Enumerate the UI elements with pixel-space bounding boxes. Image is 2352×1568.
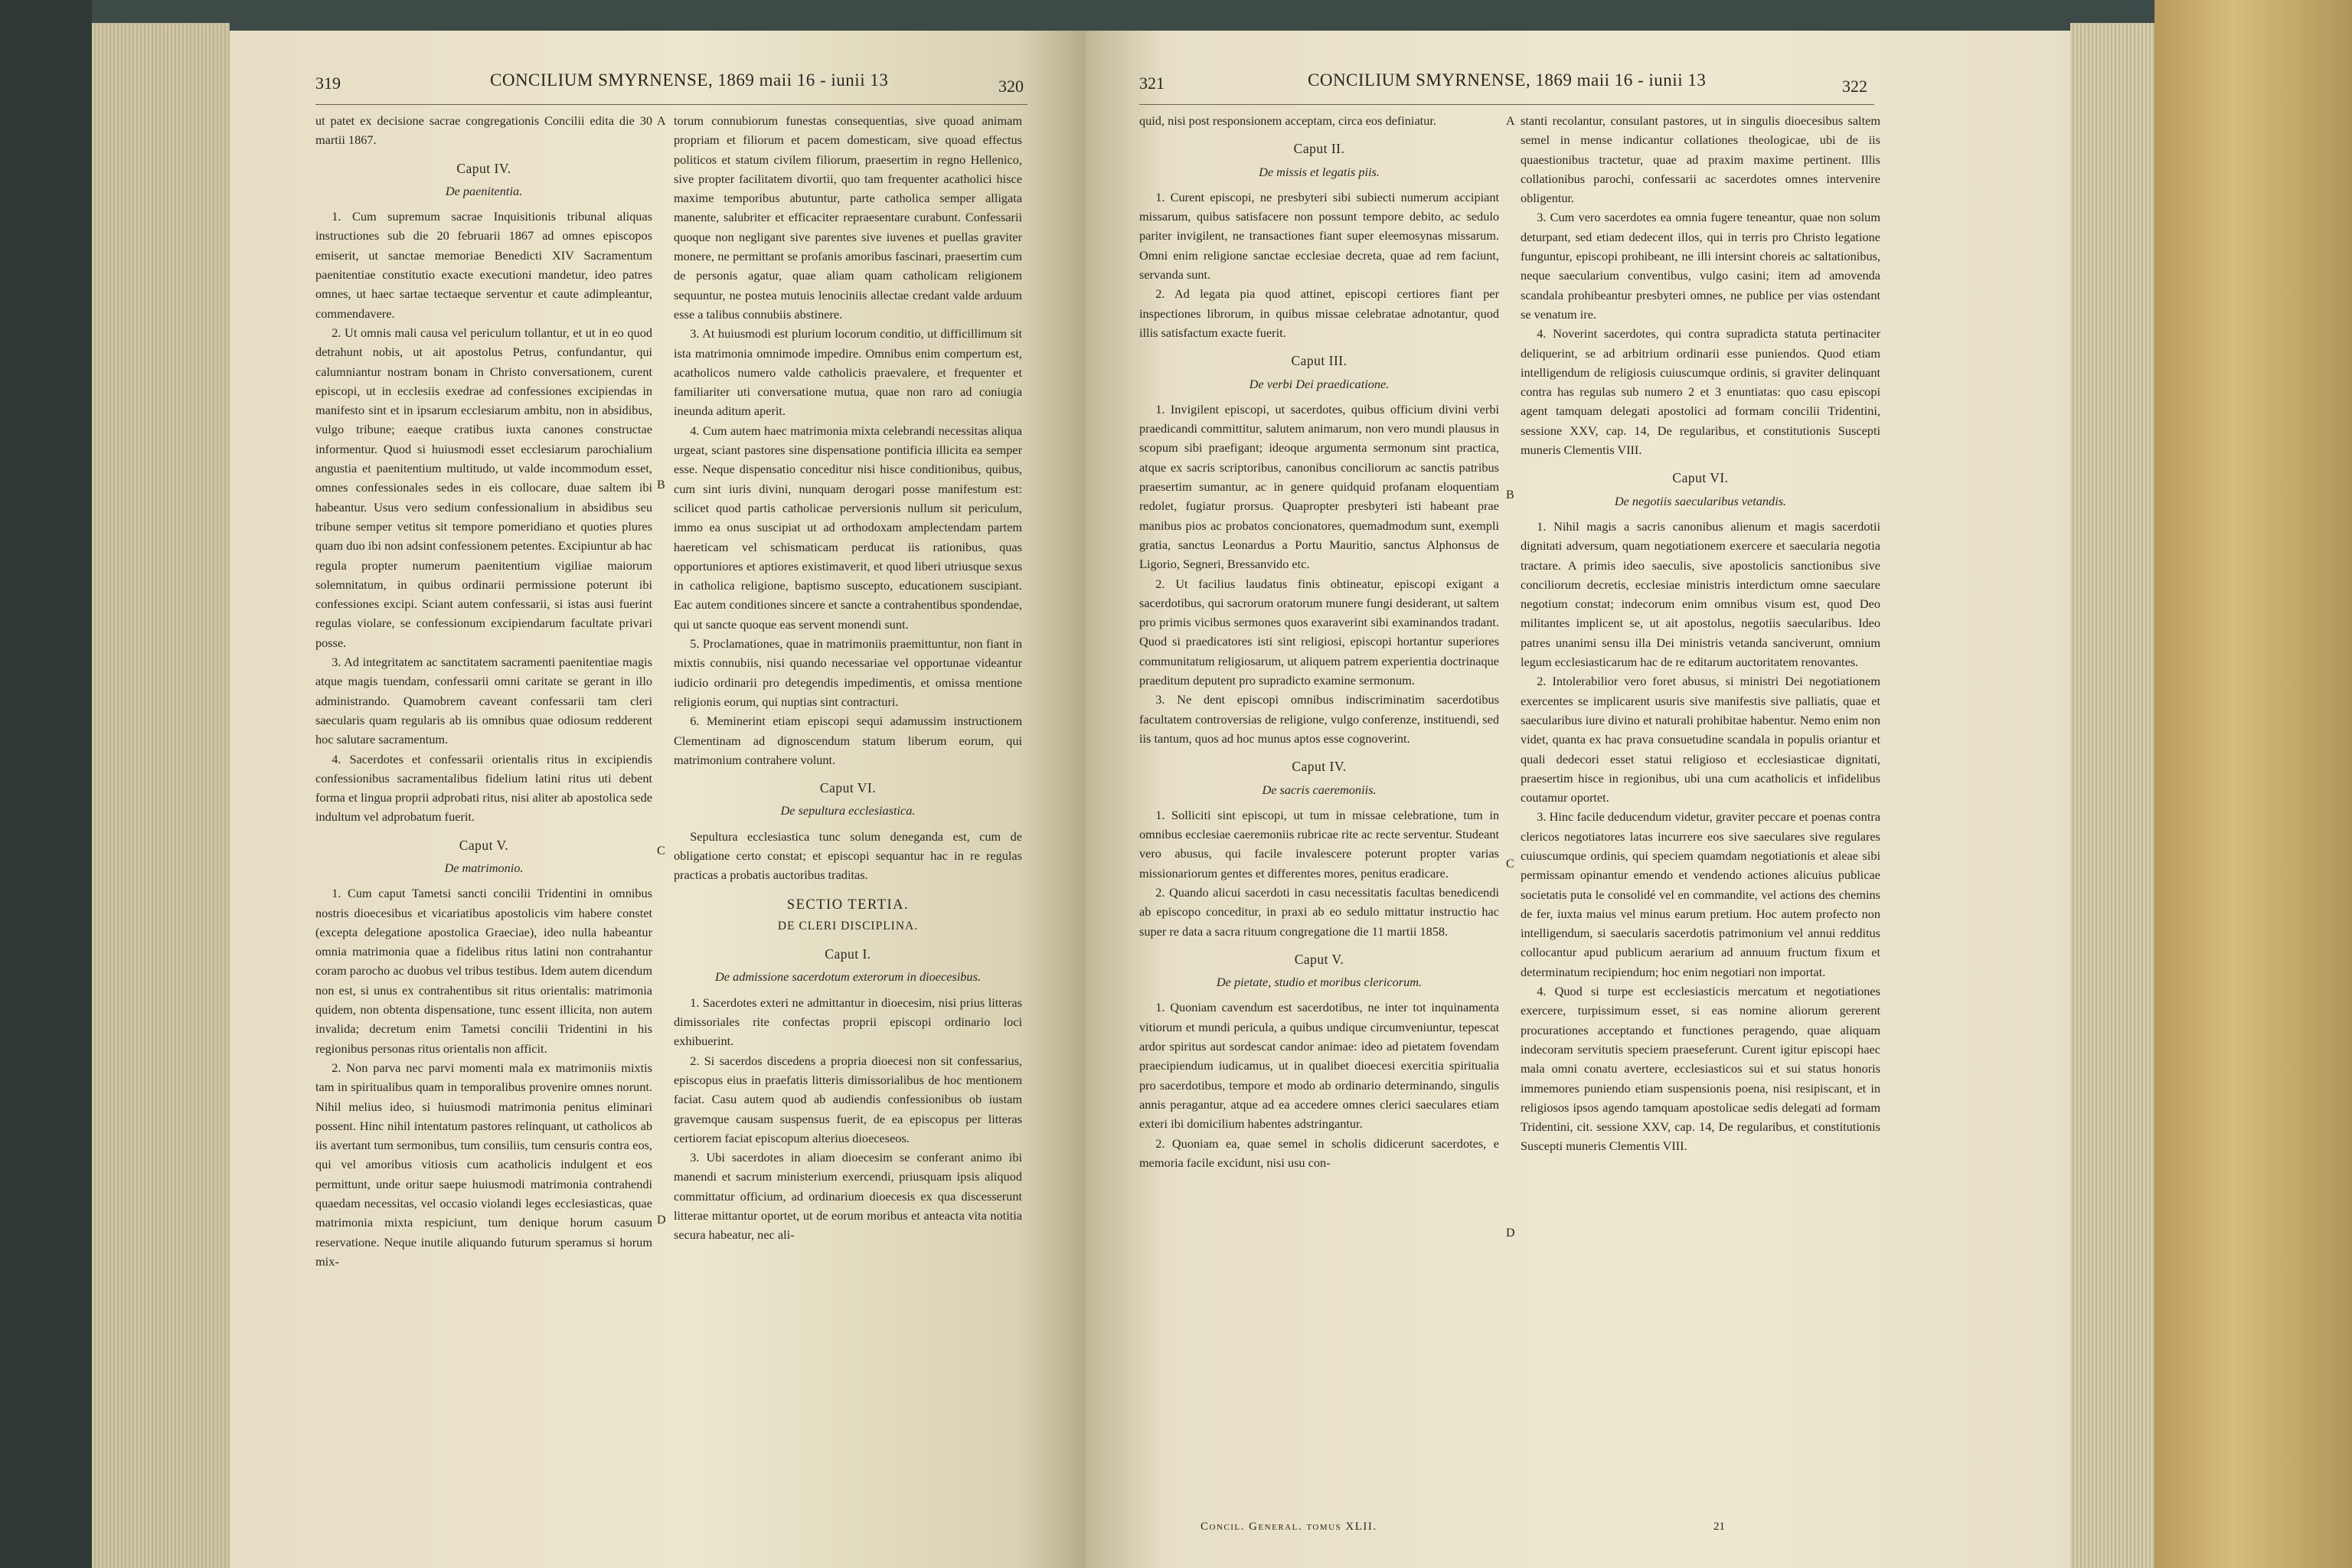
background-left [0,0,92,1568]
paragraph: 2. Intolerabilior vero foret abusus, si ministri Dei negotiationem exercentes se implicarent usuris sive manifestis sive palliatis, quae et saecularibus iure divino et naturali prohibitae habentur. Nemo enim non videt, quanta ex hac prava consuetudine scandala in populis oriantur et quali dedecori esset statui religioso et ecclesiasticae dignitati, praesertim hisce in regionibus, ubi una cum acatholicis et infidelibus coutamur oportet. [1521,674,1880,805]
signature-number: 21 [1713,1521,1725,1533]
paragraph: 2. Si sacerdos discedens a propria dioecesi non sit confessarius, episcopus eius in praefatis litteris dimissorialibus de hoc mentionem faciat. Casu autem quod ab audiendis confessionibus ob iustam gravemque causam suspensus fuerit, de ea episcopus per litteras certiorem faciat episcopum alterius dioeceseos. [674,1053,1022,1145]
paragraph: 2. Quoniam ea, quae semel in scholis didicerunt sacerdotes, e memoria facile excidunt, nisi usu con- [1139,1135,1499,1170]
margin-letter-a: A [1506,115,1515,128]
caput-subtitle: De missis et legatis piis. [1259,164,1380,179]
left-page [230,31,1086,1568]
paragraph: 2. Ut omnis mali causa vel periculum tollantur, et ut in eo quod detrahunt nobis, ut ait apostolus Petrus, confundantur, qui calumniantur nostram bonam in Christo conversationem, curent episcopi, ut in ecclesiis exedrae ad confessiones excipiendas in manifesto sint et in ipsarum ecclesiarum ambitu, non in absidibus, vulgo tribune; eaeque cratibus iuxta canones constructae informentur. Quod si huiusmodi esset ecclesiarum parochialium angustia et paenitentium multitudo, ut valde incommodum esset, omnes confessionales sedes in eis collocare, duae saltem ibi habeantur. Usus vero sedium confessionalium in absidibus seu tribune semper vetitus sit tempore pomeridiano et quoties plures quam duo ibi non adsint confessionem petentes. Excipiuntur ab hac regula propter numerum paenitentium vigiliae maiorum solemnitatum, in quibus ordinarii permissione poterunt ibi confessiones excipi. Sciant autem confessarii, si istas ausi fuerint regulas violare, se confessionum excipiendarum facultate privari posse. [315,325,652,650]
paragraph: 1. Quoniam cavendum est sacerdotibus, ne inter tot inquinamenta vitiorum et mundi pericula, a quibus undique circumveniuntur, tepescat ardor spiritus aut sordescat candor animae: ideo ad pietatem fovendam praecipiendum iudicamus, ut in qualibet dioecesi exercitia spiritualia pro sacerdotibus, tempore et modo ab ordinario determinando, singulis annis peragantur, atque ad ea accedere omnes clerici saeculares etiam exteri ibi domicilium habentes adstringantur. [1139,1000,1499,1132]
caput-subtitle: De matrimonio. [444,860,524,875]
caput-heading: Caput V. [459,837,509,853]
paragraph: 1. Solliciti sint episcopi, ut tum in missae celebratione, tum in omnibus ecclesiae caeremoniis rubricae rite ac recte serventur. Studeant vero abusus, qui facile invalescere poterunt propter varias missionariorum gentes et differentes mores, penitus eradicare. [1139,807,1499,880]
margin-letter-c: C [1506,858,1514,871]
caput-heading: Caput I. [825,946,871,962]
caput-subtitle: De admissione sacerdotum exterorum in dioecesibus. [715,969,981,985]
caput-heading: Caput VI. [819,780,877,796]
paragraph: ut patet ex decisione sacrae congregationis Concilii edita die 30 martii 1867. [315,113,652,148]
paragraph: 1. Cum supremum sacrae Inquisitionis tribunal aliquas instructiones sub die 20 februarii 1867 ad omnes episcopos emiserit, ut sanctae memoriae Benedicti XIV Sacramentum paenitentiae constitutio exacte executioni mandetur, ideo patres omnes, ut haec sartae tectaeque serventur et caute adimpleantur, commendavere. [315,209,652,321]
paragraph: 4. Cum autem haec matrimonia mixta celebrandi necessitas aliqua urgeat, sciant pastores sine dispensatione pontificia illicita ea semper esse. Neque dispensatio conceditur nisi hisce conditionibus, quibus, cum sint iuris divini, nunquam derogari posse manifestum est: scilicet quod partis catholicae perversionis nullum sit periculum, immo ea onus suscipiat ut ad orthodoxam amplectendam partem haereticam vel schismaticam perducat iis rationibus, quas opportuniores et aptiores existimaverit, et quod liberi utriusque sexus in catholica religione, baptismo suscepto, educationem suscipiant. Eac autem conditiones sincere et sancte a contrahentibus spondendae, qui ut sancte quoque eas servent monendi sunt. [674,423,1022,632]
sectio-subtitle: DE CLERI DISCIPLINA. [777,919,919,933]
paragraph: stanti recolantur, consulant pastores, ut in singulis dioecesibus saltem semel in mense indicantur collationes theologicae, ubi de iis quaestionibus tractetur, quae ad praxim maxime pertinent. Illis collationibus parochi, confessarii ac sacerdotes omnes intervenire obligentur. [1521,113,1880,206]
left-page-column-2 [674,111,1022,1554]
paragraph: 4. Sacerdotes et confessarii orientalis ritus in excipiendis confessionibus sacramentalibus fidelium latini ritus uti debent forma et lingua proprii adprobati ritus, nisi aliter ab apostolica sede indultum vel adprobatum fuerit. [315,751,652,825]
paragraph: 1. Nihil magis a sacris canonibus alienum et magis sacerdotii dignitati adversum, quam negotiationem exercere et saecularia negotia tractare. A primis ideo saeculis, sive apostolicis sanctionibus sive conciliorum decretis, ecclesiae ministris interdictum omne saeculare negotium constat; indecorum enim omnibus visum est, quod Deo militantes implicent se, ut ait apostolus, negotiis saecularibus. Ideo patres unanimi sensu illa Dei ministris vetanda sanciverunt, omnium legum ecclesiasticarum hac de re editarum auctoritatem renovantes. [1521,518,1880,670]
caput-subtitle: De sacris caeremoniis. [1262,782,1377,797]
paragraph: 3. Ne dent episcopi omnibus indiscriminatim sacerdotibus facultatem controversias de religione, vulgo conferenze, instituendi, sed iis tantum, quos ad hoc munus aptos esse cognoverint. [1139,692,1499,746]
page-edges-left [92,23,230,1568]
paragraph: 2. Ut facilius laudatus finis obtineatur, episcopi exigant a sacerdotibus, qui sacrorum oratorum munere fungi desiderant, ut saltem pro primis vicibus sermones quos exaraverint sibi examinandos tradant. Quod si praedicatores isti sint religiosi, episcopi hortantur superiores communitatum religiosarum, ut aliquem patrem experientia doctrinaque praeditum deputent pro supradicto examine sermonum. [1139,576,1499,688]
margin-letter-b: B [1506,488,1514,501]
sectio-heading: SECTIO TERTIA. [786,897,910,913]
running-head-right: CONCILIUM SMYRNENSE, 1869 maii 16 - iunii 13 [1308,70,1707,90]
paragraph: 4. Noverint sacerdotes, qui contra supradicta statuta pertinaciter deliquerint, se ad arbitrium ordinarii esse puniendos. Quod etiam intelligendum de religiosis cuiuscumque ordinis, si graviter delinquant contra has regulas sub numero 2 et 3 enuntiatas: quo casu episcopi agent tamquam delegati apostolici ad formam concilii Tridentini, sessione XXV, cap. 14, De regularibus, et constitutionis Suscepti muneris Clementis VIII. [1521,326,1880,458]
margin-letter-b: B [657,479,665,492]
paragraph: 6. Meminerint etiam episcopi sequi adamussim instructionem Clementinam ad dignoscendum statum liberum eorum, qui matrimonium contrahere volunt. [674,714,1022,767]
header-rule [1139,104,1874,105]
caput-subtitle: De negotiis saecularibus vetandis. [1614,493,1787,508]
paragraph: 3. Hinc facile deducendum videtur, graviter peccare et poenas contra clericos negotiatores latas incurrere eos sive saeculares sive regulares cuiuscumque ordinis, qui speciem quamdam negotiationis et aleae sibi permissam opinantur emendo et vendendo actiones alicuius publicae societatis puta le consolidé vel en commandite, vel actions des chemins de fer, iuxta maius vel minus earum pretium. Hoc autem profecto non intelligendum, si saecularis sacerdotis patrimonium vel annui redditus collocantur apud publicum aerarium ad annuum fructum fixum et determinatum recipiendum; hoc enim negotiari non importat. [1521,809,1880,979]
paragraph: 5. Proclamationes, quae in matrimoniis praemittuntur, non fiant in mixtis connubiis, nisi quando necessariae vel opportunae videantur iudicio ordinarii pro detegendis impedimentis, et omissa mentione religionis eorum, qui nuptias sint contracturi. [674,636,1022,709]
right-page-column-2 [1521,111,1880,1512]
paragraph: Sepultura ecclesiastica tunc solum deneganda est, cum de obligatione certo constat; et episcopi sequantur hac in re regulas practicas a probatis auctoribus traditas. [674,828,1022,883]
paragraph: 2. Ad legata pia quod attinet, episcopi certiores fiant per inspectiones librorum, in quibus missae celebratae adnotantur, quod illis satisfactum exacte fuerit. [1139,286,1499,340]
paragraph: 3. Ubi sacerdotes in aliam dioecesim se conferant animo ibi manendi et sacrum ministerium exercendi, priusquam ipsis aliquod committatur officium, ad ordinarium dioecesis ex qua discesserunt litterae mittantur oportet, ut de eorum moribus et anteacta vita notitia secura habeatur, nec ali- [674,1150,1022,1243]
page-edges-right [2070,23,2154,1568]
volume-footer: Concil. General. tomus XLII. [1200,1521,1377,1533]
paragraph: 2. Non parva nec parvi momenti mala ex matrimoniis mixtis tam in spiritualibus quam in temporalibus provenire omnes norunt. Nihil melius ideo, si huiusmodi matrimonia penitus eliminari possent. Hinc nihil intentatum pastores relinquant, ut catholicos ab iis avertant tum sermonibus, tum consiliis, tum censuris contra eos, qui vel amoribus vitiosis cum acatholicis indulgent et eos permittunt, unde oritur saepe huiusmodi matrimonia contrahendi quaedam necessitas, vel occasio violandi leges ecclesiasticas, quae matrimonia mixta respiciunt, tum denique horum casuum reservatione. Neque inutile aliquando futurum speramus si horum mix- [315,1060,652,1269]
book-cover-right [2154,0,2352,1568]
caput-heading: Caput IV. [1292,759,1347,775]
margin-letter-c: C [657,844,665,858]
caput-heading: Caput IV. [456,160,511,176]
running-head-left: CONCILIUM SMYRNENSE, 1869 maii 16 - iunii 13 [490,70,889,90]
paragraph: torum connubiorum funestas consequentias, sive quoad animam propriam et filiorum et pacem domesticam, sive quoad effectus politicos et statum civilem filiorum, praesertim in regno Hellenico, sive propter facilitatem divortii, quo tam frequenter acatholici hisce maxime temporibus abutuntur, parte catholica semper alligata manente, salubriter et efficaciter repraesentare curabunt. Confessarii quoque non negligant sive parentes sive iuvenes et puellas graviter monere, ne permittant se profanis amoribus fascinari, praesertim cum de personis agatur, quae aliam quam catholicam religionem sequuntur, ne postea mutuis lenociniis allectae credant valde arduum esse a talibus connubiis abstinere. [674,113,1022,322]
page-number-319: 319 [315,74,341,93]
caput-subtitle: De verbi Dei praedicatione. [1249,376,1390,391]
caput-heading: Caput III. [1291,353,1348,369]
paragraph: 4. Quod si turpe est ecclesiasticis mercatum et negotiationes exercere, turpissimum esset, si eas nomine aliorum gererent procurationes acceptando et functiones peragendo, quae aliquam indecoram servitutis speciem praeseferunt. Curent igitur episcopi haec mala omni conatu avertere, ecclesiasticos sui et sui status honoris immemores puniendo etiam suspensionis poena, nisi resipiscant, et in religiosos ipsos agendo tamquam apostolicae sedis delegati ad formam Tridentini, cit. sessione XXV, cap. 14, De regularibus, et constitutionis Suscepti muneris Clementis VIII. [1521,984,1880,1154]
paragraph: 1. Invigilent episcopi, ut sacerdotes, quibus officium divini verbi praedicandi committitur, salutem animarum, non vero mundi plausus in scopum sibi praefigant; ideoque argumenta sermonum sint practica, atque ex sacris scriptoribus, canonibus conciliorum ac sanctis patribus praesertim sumantur, ac in genere quidquid profanam eloquentiam redolet, fugiatur prorsus. Quapropter presbyteri isti habeant prae manibus pios ac probatos concionatores, quemadmodum sunt, exempli gratia, sanctus Leonardus a Portu Mauritio, sanctus Alphonsus de Ligorio, Segneri, Bressanvido etc. [1139,401,1499,572]
caput-subtitle: De pietate, studio et moribus clericorum. [1216,975,1423,990]
paragraph: 3. Cum vero sacerdotes ea omnia fugere teneantur, quae non solum deturpant, sed etiam dedecent illos, qui in terris pro Christo legatione funguntur, episcopi prohibeant, ne illi intersint choreis ac saltationibus, neque saecularium conventibus, vulgo casini; item ad amovenda scandala prohibeantur presbyteri omnes, ne publice per vias ostendant se venatum ire. [1521,210,1880,322]
page-number-322: 322 [1842,77,1867,96]
caput-heading: Caput II. [1293,141,1345,157]
right-page-column-1 [1139,111,1499,1512]
paragraph: 3. At huiusmodi est plurium locorum conditio, ut difficillimum sit ista matrimonia omnimode impedire. Omnibus enim compertum est, acatholicos numero valde catholicis praevalere, et frequenter et familiariter uti conversatione mutua, quae non raro ad coniugia ineunda aditum aperit. [674,326,1022,419]
left-page-column-1 [315,111,652,1554]
caput-heading: Caput VI. [1672,470,1729,486]
margin-letter-d: D [1506,1227,1515,1240]
paragraph: 2. Quando alicui sacerdoti in casu necessitatis facultas benedicendi ab episcopo conceditur, in praxi ab eo sedulo mittatur instructio hac super re data a sacra rituum congregatione die 11 martii 1858. [1139,884,1499,939]
paragraph: 1. Curent episcopi, ne presbyteri sibi subiecti numerum accipiant missarum, quibus satisfacere non possunt tempore debito, ac sedulo pariter invigilent, ne transactiones fiant super eleemosynas missarum. Omni enim religione sanctae ecclesiae decreta, quae ad rem faciunt, servanda sunt. [1139,189,1499,283]
caput-heading: Caput V. [1294,951,1344,967]
page-number-321: 321 [1139,74,1165,93]
margin-letter-d: D [657,1214,666,1227]
paragraph: 3. Ad integritatem ac sanctitatem sacramenti paenitentiae magis atque magis tuendam, confessarii omni caritate se gerant in illo administrando. Quamobrem caveant confessarii tam cleri saecularis quam regularis ab iis omnibus quae odiosum redderent hoc salutare sacramentum. [315,655,652,747]
header-rule [315,104,1027,105]
caput-subtitle: De sepultura ecclesiastica. [780,803,916,818]
right-page [1086,31,2070,1568]
paragraph: 1. Sacerdotes exteri ne admittantur in dioecesim, nisi prius litteras dimissoriales rite confectas proprii episcopi ordinario loci exhibuerint. [674,995,1022,1049]
page-number-320: 320 [998,77,1024,96]
caput-subtitle: De paenitentia. [445,183,523,198]
paragraph: 1. Cum caput Tametsi sancti concilii Tridentini in omnibus nostris dioecesibus et vicariatibus apostolicis vim habere constet (excepta delegatione apostolica Graeciae), ideo nulla habeantur omnia matrimonia quae a fidelibus ritus latini non contrahantur coram parocho ac duobus vel tribus testibus. Idem autem dicendum non est, si unus ex contrahentibus sit ritus orientalis: matrimonia quidem, non obtenta dispensatione, tunc essent illicita, non autem invalida; decretum enim Tametsi concilii Tridentini in his regionibus personas ritus orientalis non afficit. [315,886,652,1056]
margin-letter-a: A [657,115,666,128]
paragraph: quid, nisi post responsionem acceptam, circa eos definiatur. [1139,113,1436,128]
